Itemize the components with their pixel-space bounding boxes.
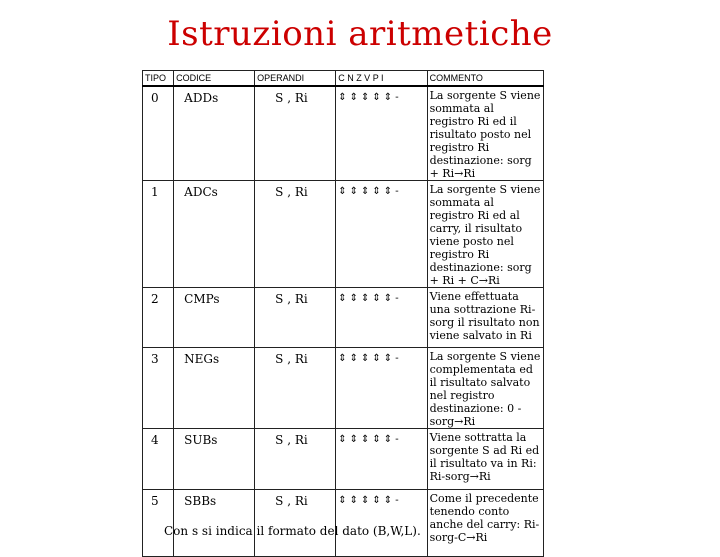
- header-tipo: TIPO: [143, 71, 174, 87]
- instructions-table: [142, 70, 544, 557]
- table-row: [143, 288, 544, 348]
- cell-tipo: 0: [143, 86, 174, 181]
- cell-commento: Viene sottratta la sorgente S ad Ri ed il risultato va in Ri: Ri-sorg→Ri: [427, 429, 543, 490]
- cell-operandi: S , Ri: [255, 181, 336, 288]
- cell-commento: Viene effettuata una sottrazione Ri-sorg il risultato non viene salvato in Ri: [427, 288, 543, 348]
- cell-tipo: 4: [143, 429, 174, 490]
- table-row: [143, 429, 544, 490]
- cell-flags: ⇕⇕⇕⇕⇕-: [336, 490, 427, 557]
- cell-operandi: S , Ri: [255, 490, 336, 557]
- cell-codice: ADCs: [174, 181, 255, 288]
- scanned-table-image: [136, 70, 546, 544]
- header-commento: COMMENTO: [427, 71, 543, 87]
- table-row: [143, 490, 544, 557]
- cell-operandi: S , Ri: [255, 86, 336, 181]
- slide-title: Istruzioni aritmetiche: [167, 14, 553, 54]
- table-row: [143, 181, 544, 288]
- cell-operandi: S , Ri: [255, 429, 336, 490]
- cell-commento: La sorgente S viene sommata al registro Ri ed il risultato posto nel registro Ri destinazione: sorg + Ri→Ri: [427, 86, 543, 181]
- cell-codice: ADDs: [174, 86, 255, 181]
- cell-codice: SUBs: [174, 429, 255, 490]
- cell-commento: La sorgente S viene sommata al registro Ri ed al carry, il risultato viene posto nel registro Ri destinazione: sorg + Ri + C→Ri: [427, 181, 543, 288]
- table-header-row: [143, 71, 544, 87]
- header-flags: C N Z V P I: [336, 71, 427, 87]
- cell-flags: ⇕⇕⇕⇕⇕-: [336, 348, 427, 429]
- cell-flags: ⇕⇕⇕⇕⇕-: [336, 181, 427, 288]
- cell-operandi: S , Ri: [255, 348, 336, 429]
- cell-commento: Come il precedente tenendo conto anche del carry: Ri-sorg-C→Ri: [427, 490, 543, 557]
- cell-codice: NEGs: [174, 348, 255, 429]
- header-codice: CODICE: [174, 71, 255, 87]
- cell-tipo: 2: [143, 288, 174, 348]
- cell-codice: CMPs: [174, 288, 255, 348]
- cell-flags: ⇕⇕⇕⇕⇕-: [336, 86, 427, 181]
- cell-tipo: 3: [143, 348, 174, 429]
- cell-tipo: 1: [143, 181, 174, 288]
- header-operandi: OPERANDI: [255, 71, 336, 87]
- cell-flags: ⇕⇕⇕⇕⇕-: [336, 429, 427, 490]
- cell-codice: SBBs: [174, 490, 255, 557]
- table-row: [143, 348, 544, 429]
- cell-tipo: 5: [143, 490, 174, 557]
- cell-commento: La sorgente S viene complementata ed il risultato salvato nel registro destinazione: 0 - sorg→Ri: [427, 348, 543, 429]
- cell-flags: ⇕⇕⇕⇕⇕-: [336, 288, 427, 348]
- cell-operandi: S , Ri: [255, 288, 336, 348]
- table-row: [143, 86, 544, 181]
- footer-note: Con s si indica il formato del dato (B,W,L).: [164, 524, 421, 538]
